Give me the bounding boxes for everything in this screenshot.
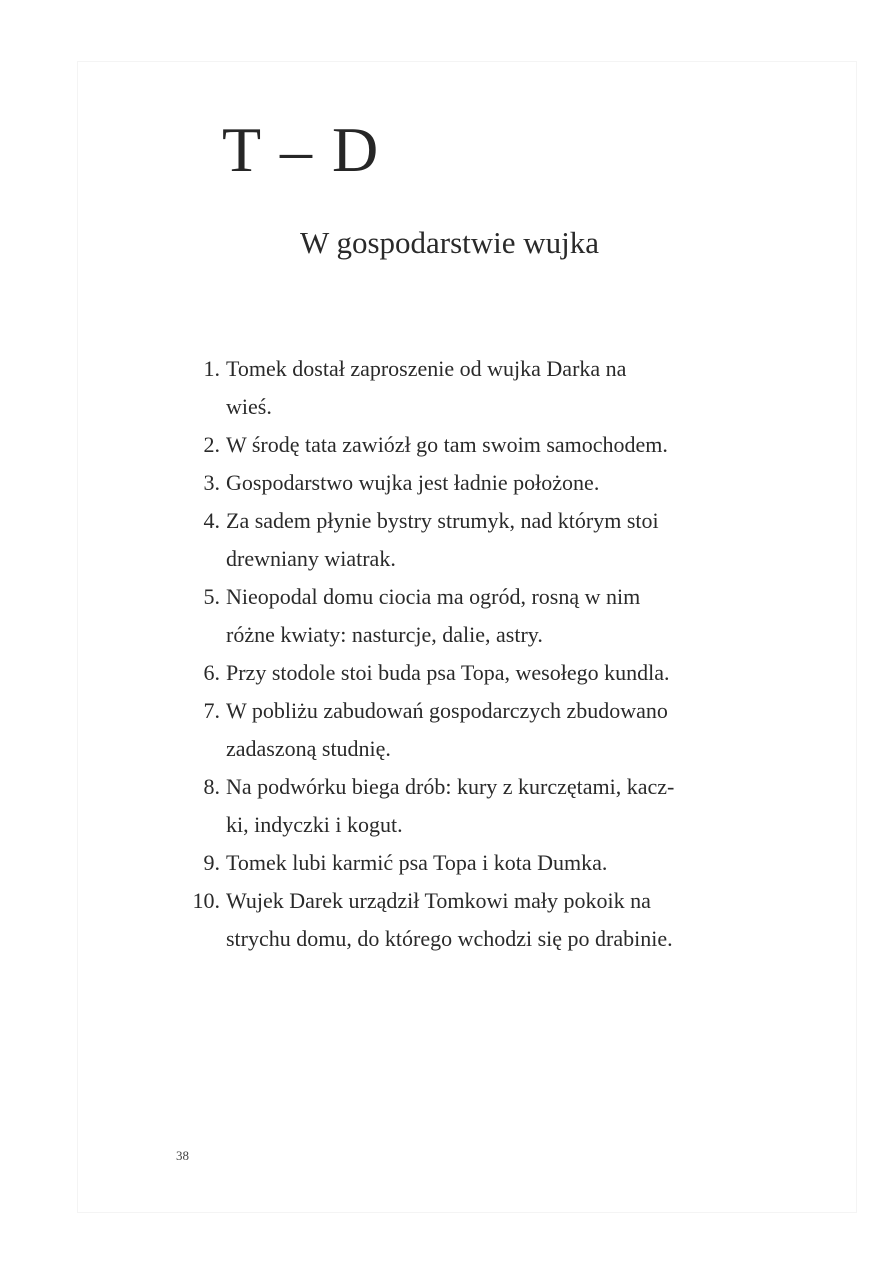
item-number: 10. — [192, 888, 220, 913]
item-number: 9. — [203, 850, 220, 875]
item-number: 5. — [203, 584, 220, 609]
item-text: Wujek Darek urządził Tomkowi mały pokoik na strychu domu, do którego wchodzi się po drabinie. — [226, 888, 673, 951]
page-number: 38 — [176, 1148, 189, 1163]
item-text: Tomek dostał zaproszenie od wujka Darka na wieś. — [226, 356, 627, 419]
item-text: W pobliżu zabudowań gospodarczych zbudowano zadaszoną studnię. — [226, 698, 668, 761]
item-text: Nieopodal domu ciocia ma ogród, rosną w nim różne kwiaty: nasturcje, dalie, astry. — [226, 584, 641, 647]
sentence-list — [172, 350, 782, 958]
list-item — [172, 502, 782, 578]
chapter-heading: T – D — [222, 114, 381, 185]
item-number: 3. — [203, 470, 220, 495]
item-number: 8. — [203, 774, 220, 799]
list-item — [172, 426, 782, 464]
item-text: Tomek lubi karmić psa Topa i kota Dumka. — [226, 850, 608, 875]
list-item — [172, 844, 782, 882]
list-item — [172, 654, 782, 692]
list-item — [172, 464, 782, 502]
item-number: 1. — [203, 356, 220, 381]
item-text: W środę tata zawiózł go tam swoim samochodem. — [226, 432, 668, 457]
item-number: 2. — [203, 432, 220, 457]
item-text: Przy stodole stoi buda psa Topa, wesołego kundla. — [226, 660, 670, 685]
item-text: Za sadem płynie bystry strumyk, nad którym stoi drewniany wiatrak. — [226, 508, 659, 571]
list-item — [172, 692, 782, 768]
list-item — [172, 768, 782, 844]
list-item — [172, 882, 782, 958]
chapter-subtitle: W gospodarstwie wujka — [300, 225, 600, 260]
list-item — [172, 578, 782, 654]
item-number: 6. — [203, 660, 220, 685]
item-text: Gospodarstwo wujka jest ładnie położone. — [226, 470, 600, 495]
list-item — [172, 350, 782, 426]
item-text: Na podwórku biega drób: kury z kurczętami, kacz- ki, indyczki i kogut. — [226, 774, 675, 837]
item-number: 7. — [203, 698, 220, 723]
item-number: 4. — [203, 508, 220, 533]
